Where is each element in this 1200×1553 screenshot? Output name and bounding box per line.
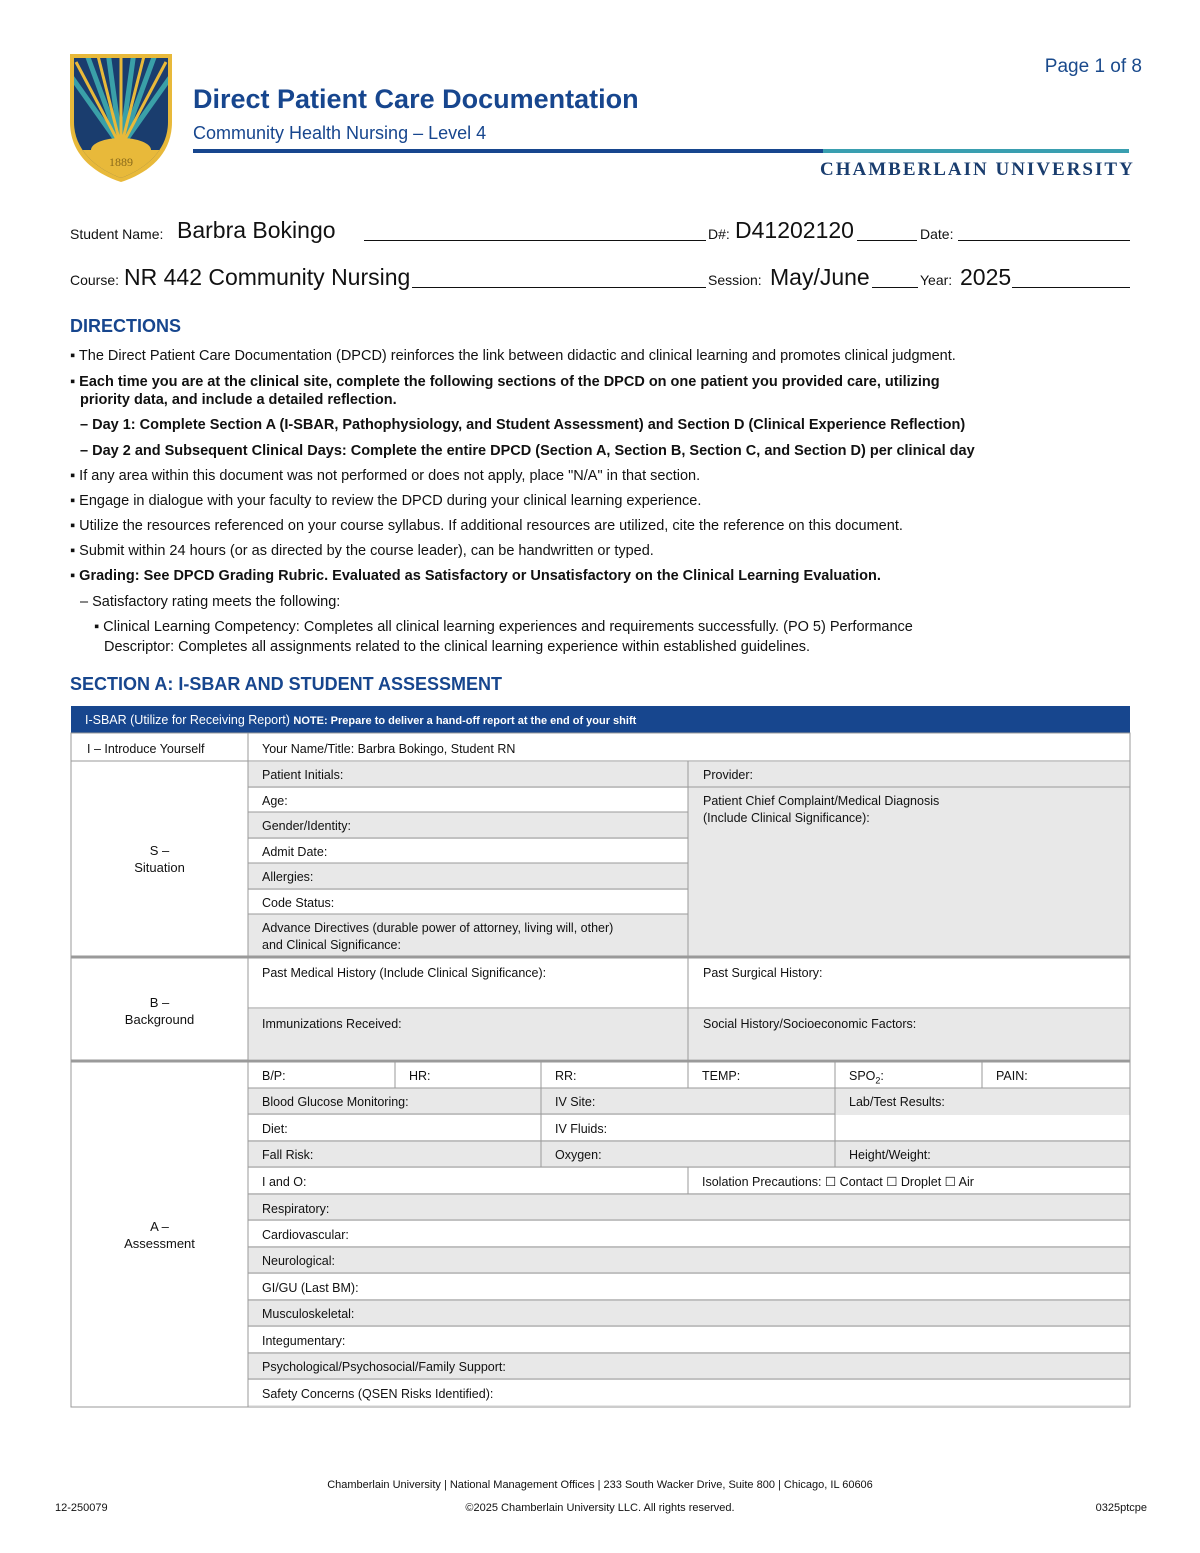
logo-year-text: 1889 <box>109 155 133 169</box>
past-surgical-history-field[interactable]: Past Surgical History: <box>703 966 823 980</box>
student-name-label: Student Name: <box>70 226 164 242</box>
year-label: Year: <box>920 272 953 288</box>
document-title: Direct Patient Care Documentation <box>193 84 639 114</box>
direction-item: ▪ Submit within 24 hours (or as directed by the course leader), can be handwritten or typed. <box>70 543 654 559</box>
spo2-subscript: 2 <box>875 1075 881 1086</box>
introduce-label: I – Introduce Yourself <box>87 742 205 756</box>
direction-item: ▪ The Direct Patient Care Documentation (DPCD) reinforces the link between didactic and clinical learning and promotes clinical judgment. <box>70 348 956 364</box>
psychosocial-field[interactable]: Psychological/Psychosocial/Family Support: <box>262 1360 506 1374</box>
direction-item: ▪ Engage in dialogue with your faculty to review the DPCD during your clinical learning experience. <box>70 493 702 509</box>
situation-label-letter: S – <box>149 843 170 858</box>
iv-fluids-field[interactable]: IV Fluids: <box>555 1122 608 1136</box>
direction-subitem: – Satisfactory rating meets the following: <box>80 594 341 610</box>
advance-directives-line1: Advance Directives (durable power of attorney, living will, other) <box>262 921 614 935</box>
respiratory-field[interactable]: Respiratory: <box>262 1202 330 1216</box>
document-subtitle: Community Health Nursing – Level 4 <box>193 123 487 143</box>
chief-complaint-field[interactable] <box>689 788 1130 827</box>
neurological-field[interactable]: Neurological: <box>262 1254 335 1268</box>
course-value[interactable]: NR 442 Community Nursing <box>124 264 411 290</box>
safety-concerns-field[interactable]: Safety Concerns (QSEN Risks Identified): <box>262 1387 494 1401</box>
footer-code-right: 0325ptcpe <box>1095 1502 1147 1514</box>
oxygen-field[interactable]: Oxygen: <box>555 1148 602 1162</box>
direction-subitem: – Day 1: Complete Section A (I-SBAR, Pathophysiology, and Student Assessment) and Section D (Clinical Experience Reflection) <box>80 417 966 433</box>
height-weight-field[interactable]: Height/Weight: <box>849 1148 931 1162</box>
lab-results-field[interactable]: Lab/Test Results: <box>849 1095 945 1109</box>
integumentary-field[interactable]: Integumentary: <box>262 1334 346 1348</box>
spo2-colon: : <box>880 1069 884 1083</box>
iv-site-field[interactable]: IV Site: <box>555 1095 596 1109</box>
footer-address: Chamberlain University | National Management Offices | 233 South Wacker Drive, Suite 800 | Chicago, IL 60606 <box>327 1479 873 1491</box>
direction-subsubitem: ▪ Clinical Learning Competency: Completes all clinical learning experiences and requirements successfully. (PO 5) Performance <box>94 619 913 635</box>
student-name-value[interactable]: Barbra Bokingo <box>177 217 336 243</box>
situation-label-word: Situation <box>134 860 185 875</box>
patient-initials-field[interactable]: Patient Initials: <box>262 768 344 782</box>
direction-item: ▪ If any area within this document was not performed or does not apply, place "N/A" in that section. <box>70 468 701 484</box>
background-label <box>71 994 248 1028</box>
temp-field[interactable]: TEMP: <box>702 1069 741 1083</box>
gender-identity-field[interactable]: Gender/Identity: <box>262 819 351 833</box>
direction-item: ▪ Grading: See DPCD Grading Rubric. Evaluated as Satisfactory or Unsatisfactory on the Clinical Learning Evaluation. <box>70 568 881 584</box>
spo2-field[interactable] <box>835 1063 982 1090</box>
musculoskeletal-field[interactable]: Musculoskeletal: <box>262 1307 355 1321</box>
section-a-heading: SECTION A: I-SBAR AND STUDENT ASSESSMENT <box>70 674 503 694</box>
hr-field[interactable]: HR: <box>409 1069 431 1083</box>
year-value[interactable]: 2025 <box>960 264 1012 290</box>
rr-field[interactable]: RR: <box>555 1069 577 1083</box>
gi-gu-field[interactable]: GI/GU (Last BM): <box>262 1281 359 1295</box>
provider-field[interactable]: Provider: <box>703 768 754 782</box>
blood-glucose-field[interactable]: Blood Glucose Monitoring: <box>262 1095 409 1109</box>
student-id-value[interactable]: D41202120 <box>735 217 854 243</box>
past-medical-history-field[interactable]: Past Medical History (Include Clinical Significance): <box>262 966 547 980</box>
direction-subitem: – Day 2 and Subsequent Clinical Days: Complete the entire DPCD (Section A, Section B, Section C, and Section D) per clinical day <box>80 443 975 459</box>
course-label: Course: <box>70 272 120 288</box>
page-number: Page 1 of 8 <box>1044 56 1142 77</box>
pain-field[interactable]: PAIN: <box>996 1069 1028 1083</box>
diet-field[interactable]: Diet: <box>262 1122 288 1136</box>
admit-date-field[interactable]: Admit Date: <box>262 845 328 859</box>
age-field[interactable]: Age: <box>262 794 288 808</box>
chief-complaint-line1: Patient Chief Complaint/Medical Diagnosis <box>703 794 940 808</box>
code-status-field[interactable]: Code Status: <box>262 896 335 910</box>
social-history-field[interactable]: Social History/Socioeconomic Factors: <box>703 1017 917 1031</box>
date-label: Date: <box>920 226 954 242</box>
direction-item: ▪ Each time you are at the clinical site, complete the following sections of the DPCD on one patient you provided care, utilizing <box>70 374 940 390</box>
advance-directives-line2: and Clinical Significance: <box>262 938 401 952</box>
background-label-word: Background <box>124 1012 195 1027</box>
fall-risk-field[interactable]: Fall Risk: <box>262 1148 314 1162</box>
advance-directives-field[interactable] <box>248 915 688 954</box>
assessment-label-letter: A – <box>150 1219 169 1234</box>
situation-label <box>71 842 248 876</box>
isbar-header-note: NOTE: Prepare to deliver a hand-off report at the end of your shift <box>293 715 637 727</box>
assessment-label <box>71 1218 248 1252</box>
cardiovascular-field[interactable]: Cardiovascular: <box>262 1228 349 1242</box>
directions-heading: DIRECTIONS <box>70 316 182 336</box>
introduce-value[interactable]: Your Name/Title: Barbra Bokingo, Student RN <box>262 742 516 756</box>
direction-item-cont: priority data, and include a detailed reflection. <box>80 392 397 408</box>
isolation-precautions-field[interactable]: Isolation Precautions: ☐ Contact ☐ Droplet ☐ Air <box>702 1175 974 1189</box>
session-value[interactable]: May/June <box>770 264 870 290</box>
assessment-label-word: Assessment <box>124 1236 195 1251</box>
university-wordmark: CHAMBERLAIN UNIVERSITY <box>820 159 1135 180</box>
spo2-text: SPO <box>849 1069 876 1083</box>
student-id-label: D#: <box>708 226 730 242</box>
session-label: Session: <box>708 272 762 288</box>
isbar-header-title: I-SBAR (Utilize for Receiving Report) <box>85 713 290 727</box>
direction-subsubitem-cont: Descriptor: Completes all assignments related to the clinical learning experience within established guidelines. <box>104 639 811 655</box>
footer-copyright: ©2025 Chamberlain University LLC. All rights reserved. <box>465 1502 735 1514</box>
i-and-o-field[interactable]: I and O: <box>262 1175 307 1189</box>
bp-field[interactable]: B/P: <box>262 1069 286 1083</box>
footer-code-left: 12-250079 <box>55 1502 108 1514</box>
immunizations-field[interactable]: Immunizations Received: <box>262 1017 402 1031</box>
allergies-field[interactable]: Allergies: <box>262 870 314 884</box>
direction-item: ▪ Utilize the resources referenced on your course syllabus. If additional resources are utilized, cite the reference on this document. <box>70 518 903 534</box>
background-label-letter: B – <box>149 995 170 1010</box>
chief-complaint-line2: (Include Clinical Significance): <box>703 811 870 825</box>
